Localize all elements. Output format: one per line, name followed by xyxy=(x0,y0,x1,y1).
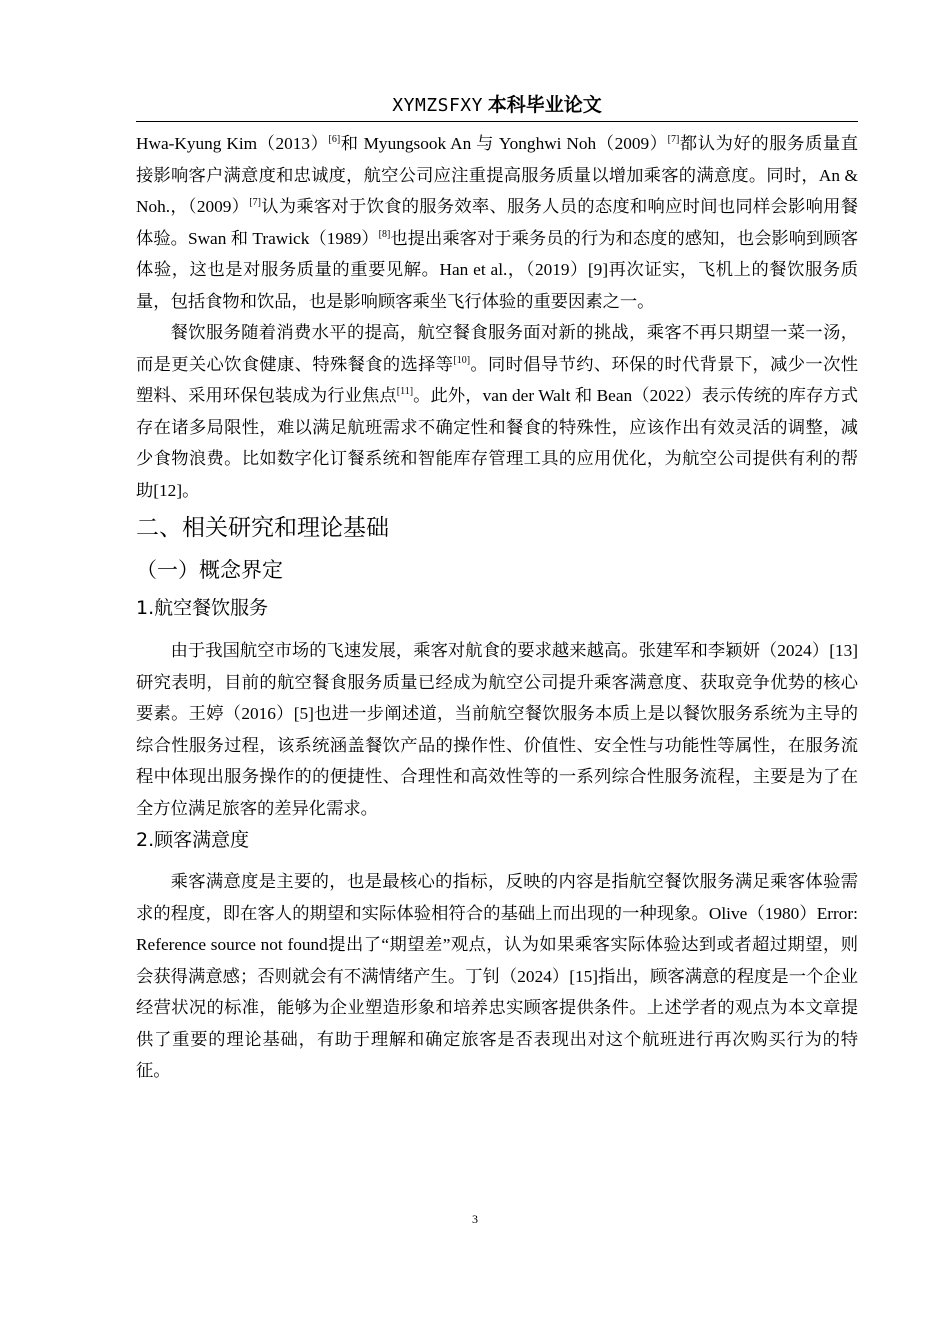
page-header xyxy=(136,92,858,122)
page-content xyxy=(136,128,858,1087)
section-title: 二、相关研究和理论基础 xyxy=(136,515,389,541)
paragraph-literature-1: Hwa-Kyung Kim（2013）[6]和 Myungsook An 与 Yonghwi Noh（2009）[7]都认为好的服务质量直接影响客户满意度和忠诚度，航空公司应注重提高服务质量以增加乘客的满意度。同时，An & Noh.，（2009）[7]认为乘客对于饮食的服务效率、服务人员的态度和响应时间也同样会影响用餐体验。Swan 和 Trawick（1989）[8]也提出乘客对于乘务员的行为和态度的感知，也会影响到顾客体验，这也是对服务质量的重要见解。Han et al.，（2019）[9]再次证实，飞机上的餐饮服务质量，包括食物和饮品，也是影响顾客乘坐飞行体验的重要因素之一。 xyxy=(136,134,858,311)
header-chinese: 本科毕业论文 xyxy=(487,94,602,116)
header-latin: XYMZSFXY xyxy=(392,95,483,116)
paragraph-literature-2: 餐饮服务随着消费水平的提高，航空餐食服务面对新的挑战，乘客不再只期望一菜一汤，而是更关心饮食健康、特殊餐食的选择等[10]。同时倡导节约、环保的时代背景下，减少一次性塑料、采用环保包装成为行业焦点[11]。此外，van der Walt 和 Bean（2022）表示传统的库存方式存在诸多局限性，难以满足航班需求不确定性和餐食的特殊性，应该作出有效灵活的调整，减少食物浪费。比如数字化订餐系统和智能库存管理工具的应用优化，为航空公司提供有利的帮助[12]。 xyxy=(136,323,858,500)
heading-customer-satisfaction: 2.顾客满意度 xyxy=(136,829,250,851)
subsection-title: （一）概念界定 xyxy=(136,558,283,582)
paragraph-customer-satisfaction: 乘客满意度是主要的，也是最核心的指标，反映的内容是指航空餐饮服务满足乘客体验需求的程度，即在客人的期望和实际体验相符合的基础上而出现的一种现象。Olive（1980）Error: Reference source not found提出了“期望差”观点，认为如果乘客实际体验达到或者超过期望，则会获得满意感；否则就会有不满情绪产生。丁钊（2024）[15]指出，顾客满意的程度是一个企业经营状况的标准，能够为企业塑造形象和培养忠实顾客提供条件。上述学者的观点为本文章提供了重要的理论基础，有助于理解和确定旅客是否表现出对这个航班进行再次购买行为的特征。 xyxy=(136,872,858,1080)
page-number: 3 xyxy=(472,1212,478,1226)
heading-airline-catering: 1.航空餐饮服务 xyxy=(136,597,269,619)
paragraph-airline-catering: 由于我国航空市场的飞速发展，乘客对航食的要求越来越高。张建军和李颖妍（2024）[13]研究表明，目前的航空餐食服务质量已经成为航空公司提升乘客满意度、获取竞争优势的核心要素。王婷（2016）[5]也进一步阐述道，当前航空餐饮服务本质上是以餐饮服务系统为主导的综合性服务过程，该系统涵盖餐饮产品的操作性、价值性、安全性与功能性等属性，在服务流程中体现出服务操作的的便捷性、合理性和高效性等的一系列综合性服务流程，主要是为了在全方位满足旅客的差异化需求。 xyxy=(136,641,858,818)
